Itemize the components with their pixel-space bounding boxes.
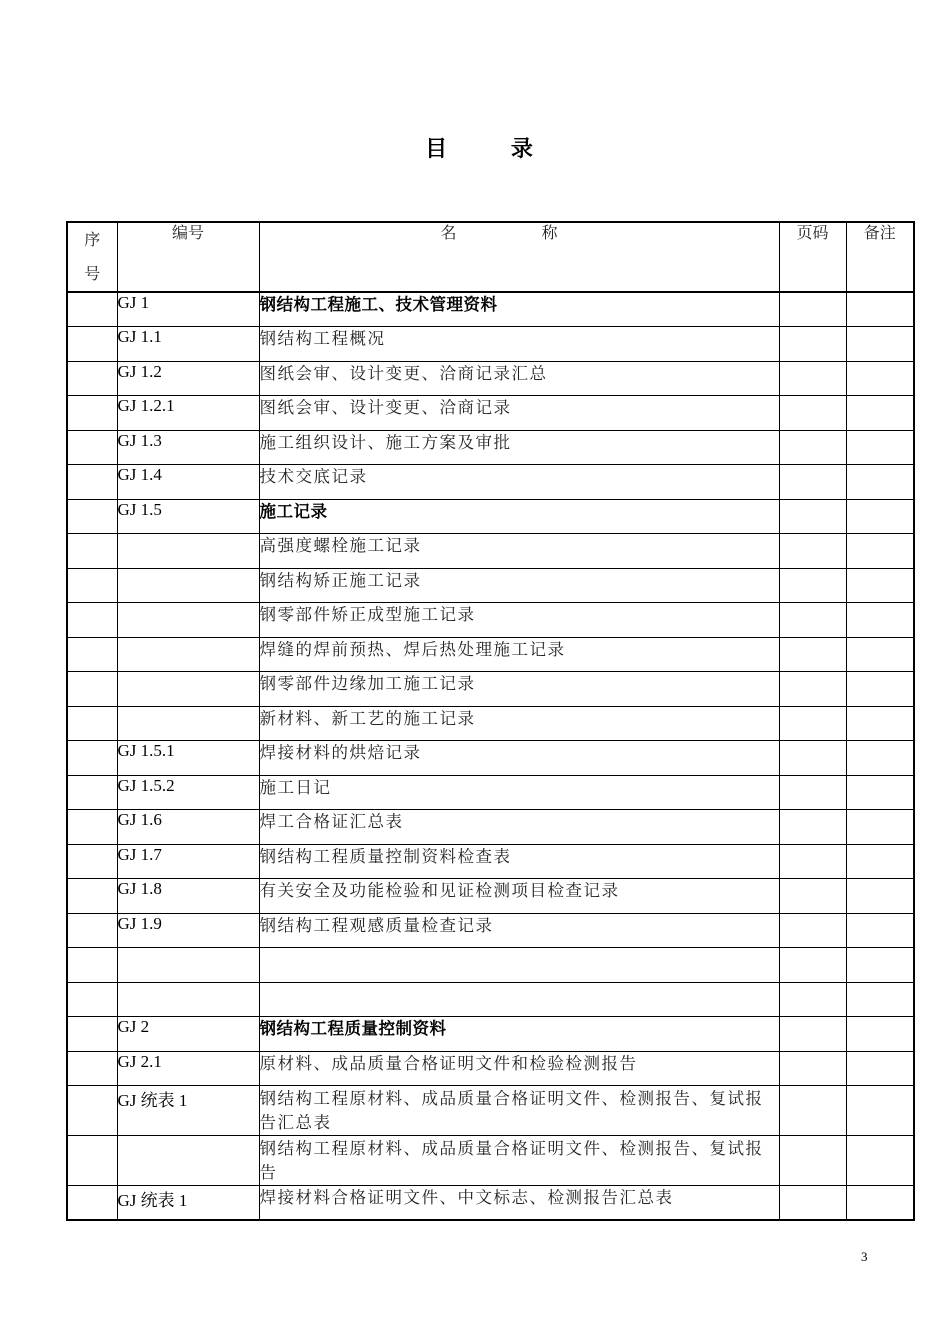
note-cell [846,1051,914,1086]
name-cell: 焊缝的焊前预热、焊后热处理施工记录 [259,637,779,672]
code-cell: GJ 1.6 [117,810,259,845]
note-cell [846,741,914,776]
code-cell: GJ 1.7 [117,844,259,879]
name-cell: 图纸会审、设计变更、洽商记录 [259,396,779,431]
name-cell: 钢结构工程原材料、成品质量合格证明文件、检测报告、复试报告汇总表 [259,1086,779,1136]
note-cell [846,775,914,810]
page-cell [779,499,846,534]
seq-cell [67,637,117,672]
name-cell: 钢结构工程概况 [259,327,779,362]
table-row [67,1186,914,1221]
note-cell [846,292,914,327]
toc-body [67,292,914,1220]
seq-cell [67,568,117,603]
name-cell: 原材料、成品质量合格证明文件和检验检测报告 [259,1051,779,1086]
code-cell: GJ 1.3 [117,430,259,465]
note-cell [846,603,914,638]
seq-cell [67,1186,117,1221]
seq-cell [67,706,117,741]
page-cell [779,948,846,983]
name-cell: 钢结构工程质量控制资料检查表 [259,844,779,879]
code-cell: GJ 1.5 [117,499,259,534]
note-cell [846,534,914,569]
page-cell [779,1017,846,1052]
name-cell: 钢结构工程观感质量检查记录 [259,913,779,948]
code-cell: GJ 1.1 [117,327,259,362]
page-cell [779,430,846,465]
page-cell [779,396,846,431]
table-row [67,361,914,396]
table-row [67,568,914,603]
name-cell: 钢零部件矫正成型施工记录 [259,603,779,638]
note-cell [846,396,914,431]
note-cell [846,810,914,845]
name-cell: 新材料、新工艺的施工记录 [259,706,779,741]
code-cell: GJ 统表 1 [117,1086,259,1136]
note-cell [846,568,914,603]
header-page: 页码 [779,222,846,292]
page-cell [779,292,846,327]
header-seq [67,222,117,292]
note-cell [846,844,914,879]
name-cell: 焊工合格证汇总表 [259,810,779,845]
code-cell [117,603,259,638]
name-cell: 焊接材料的烘焙记录 [259,741,779,776]
table-row [67,396,914,431]
page-cell [779,672,846,707]
page-cell [779,741,846,776]
seq-cell [67,292,117,327]
page-number: 3 [861,1249,868,1264]
note-cell [846,1136,914,1186]
page-cell [779,706,846,741]
table-row [67,499,914,534]
name-cell: 图纸会审、设计变更、洽商记录汇总 [259,361,779,396]
seq-cell [67,982,117,1017]
seq-cell [67,430,117,465]
seq-cell [67,810,117,845]
page-cell [779,568,846,603]
note-cell [846,637,914,672]
code-cell: GJ 1.5.2 [117,775,259,810]
name-cell: 钢结构工程质量控制资料 [259,1017,779,1052]
table-row [67,913,914,948]
seq-cell [67,775,117,810]
toc-table [66,221,915,1221]
seq-cell [67,948,117,983]
note-cell [846,672,914,707]
note-cell [846,327,914,362]
page-cell [779,844,846,879]
seq-cell [67,879,117,914]
table-row [67,672,914,707]
page-cell [779,775,846,810]
note-cell [846,499,914,534]
name-cell [259,948,779,983]
code-cell: GJ 2 [117,1017,259,1052]
code-cell: GJ 1 [117,292,259,327]
table-row [67,810,914,845]
code-cell: GJ 1.5.1 [117,741,259,776]
note-cell [846,1017,914,1052]
code-cell [117,1136,259,1186]
table-row [67,1136,914,1186]
seq-cell [67,534,117,569]
note-cell [846,913,914,948]
table-row [67,603,914,638]
note-cell [846,430,914,465]
seq-cell [67,1051,117,1086]
table-row [67,465,914,500]
seq-cell [67,603,117,638]
table-row [67,706,914,741]
page-cell [779,1086,846,1136]
name-cell: 施工记录 [259,499,779,534]
page-cell [779,534,846,569]
name-cell: 有关安全及功能检验和见证检测项目检查记录 [259,879,779,914]
code-cell: GJ 1.2.1 [117,396,259,431]
page-cell [779,913,846,948]
table-row [67,741,914,776]
code-cell [117,568,259,603]
header-note: 备注 [846,222,914,292]
code-cell [117,948,259,983]
table-row [67,430,914,465]
name-cell [259,982,779,1017]
name-cell: 技术交底记录 [259,465,779,500]
table-row [67,292,914,327]
table-row [67,1017,914,1052]
code-cell [117,672,259,707]
name-cell: 钢结构工程施工、技术管理资料 [259,292,779,327]
code-cell [117,982,259,1017]
page-cell [779,879,846,914]
page-cell [779,465,846,500]
note-cell [846,706,914,741]
seq-cell [67,741,117,776]
seq-cell [67,1017,117,1052]
table-row [67,1051,914,1086]
code-cell: GJ 1.2 [117,361,259,396]
seq-cell [67,499,117,534]
header-row [67,222,914,292]
seq-cell [67,465,117,500]
seq-cell [67,1086,117,1136]
code-cell: GJ 1.9 [117,913,259,948]
seq-cell [67,327,117,362]
document-title: 目 录 [425,137,561,162]
page-cell [779,603,846,638]
page-cell [779,982,846,1017]
page-cell [779,361,846,396]
code-cell: GJ 统表 1 [117,1186,259,1221]
page-cell [779,327,846,362]
name-cell: 钢结构工程原材料、成品质量合格证明文件、检测报告、复试报告 [259,1136,779,1186]
seq-cell [67,396,117,431]
table-row [67,1086,914,1136]
name-cell: 焊接材料合格证明文件、中文标志、检测报告汇总表 [259,1186,779,1221]
header-name: 名 称 [259,222,779,292]
name-cell: 施工日记 [259,775,779,810]
page-cell [779,1051,846,1086]
header-seq-label: 序号 [84,230,101,283]
page-cell [779,1186,846,1221]
code-cell [117,534,259,569]
name-cell: 高强度螺栓施工记录 [259,534,779,569]
name-cell: 施工组织设计、施工方案及审批 [259,430,779,465]
code-cell: GJ 2.1 [117,1051,259,1086]
name-cell: 钢结构矫正施工记录 [259,568,779,603]
note-cell [846,1186,914,1221]
header-code: 编号 [117,222,259,292]
table-row [67,775,914,810]
note-cell [846,465,914,500]
table-row [67,982,914,1017]
table-row [67,534,914,569]
code-cell [117,706,259,741]
note-cell [846,982,914,1017]
note-cell [846,1086,914,1136]
note-cell [846,879,914,914]
page-cell [779,810,846,845]
note-cell [846,361,914,396]
table-row [67,948,914,983]
table-row [67,879,914,914]
seq-cell [67,844,117,879]
table-row [67,844,914,879]
seq-cell [67,361,117,396]
code-cell: GJ 1.4 [117,465,259,500]
seq-cell [67,913,117,948]
table-row [67,327,914,362]
seq-cell [67,672,117,707]
seq-cell [67,1136,117,1186]
code-cell: GJ 1.8 [117,879,259,914]
name-cell: 钢零部件边缘加工施工记录 [259,672,779,707]
note-cell [846,948,914,983]
table-row [67,637,914,672]
page-cell [779,637,846,672]
code-cell [117,637,259,672]
page-cell [779,1136,846,1186]
